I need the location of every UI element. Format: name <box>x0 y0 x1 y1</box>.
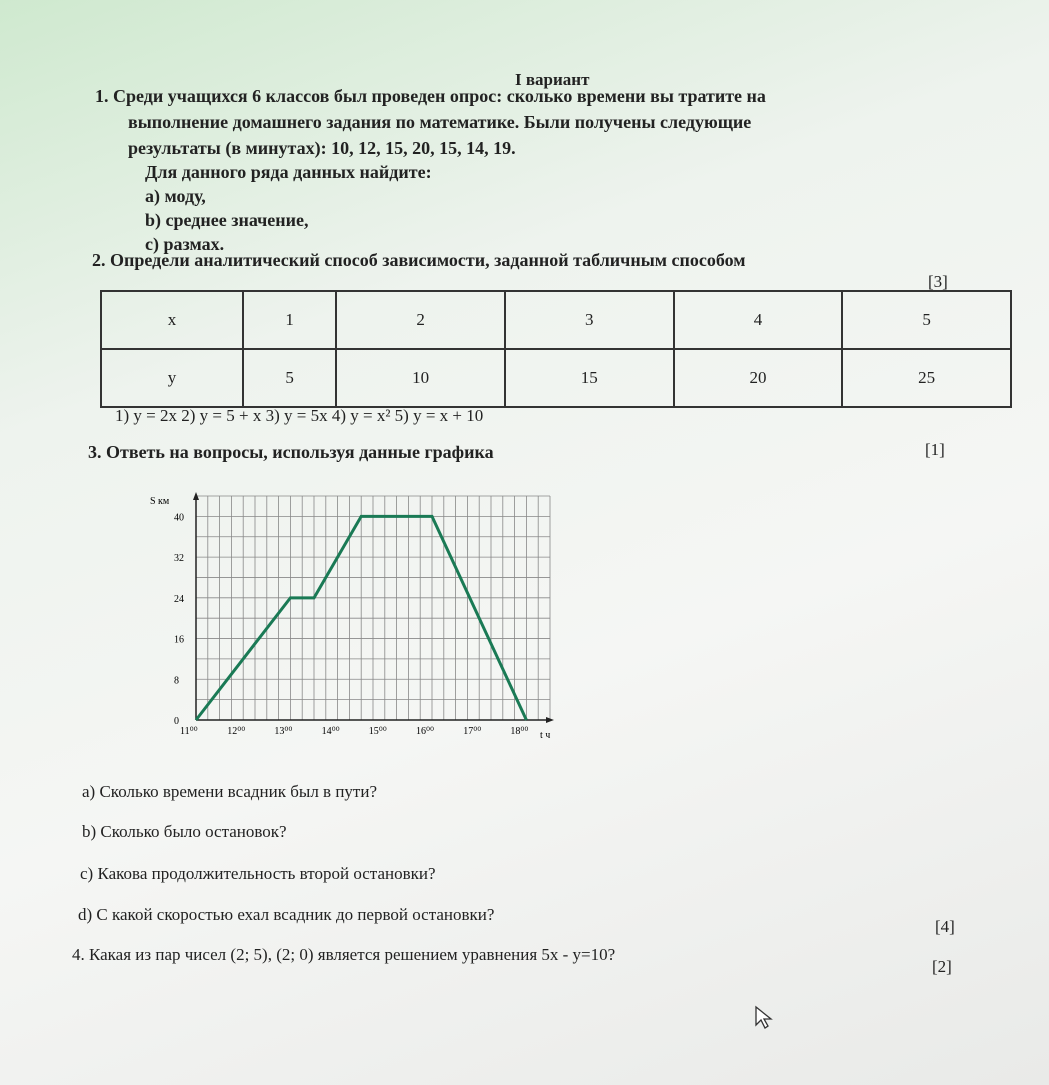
y-tick-label: 24 <box>174 593 184 605</box>
graph-grid <box>196 496 550 720</box>
y-tick-label: 16 <box>174 634 184 646</box>
q3-text: 3. Ответь на вопросы, используя данные графика <box>88 442 494 462</box>
table-cell: 1 <box>243 291 336 349</box>
x-tick-label: 15⁰⁰ <box>368 726 387 737</box>
table-cell: 10 <box>336 349 505 407</box>
distance-time-graph <box>150 488 570 748</box>
q1-line2: выполнение домашнего задания по математике. Были получены следующие <box>128 112 752 132</box>
q1-item-a: а) моду, <box>145 186 206 206</box>
q2-options: 1) y = 2x 2) y = 5 + x 3) y = 5x 4) y = x² 5) y = x + 10 <box>115 406 484 425</box>
table-row <box>101 291 1011 349</box>
q1-item-c: c) размах. <box>145 234 225 254</box>
q3-item-b: b) Сколько было остановок? <box>82 822 287 841</box>
q3-item-c: c) Какова продолжительность второй остановки? <box>80 864 436 883</box>
x-tick-label: 16⁰⁰ <box>416 726 435 737</box>
table-cell: 25 <box>842 349 1011 407</box>
y-tick-label: 0 <box>174 716 179 727</box>
q2-text: 2. Определи аналитический способ зависимости, заданной табличным способом <box>92 250 746 270</box>
x-tick-label: 12⁰⁰ <box>227 726 246 737</box>
q1-line3: результаты (в минутах): 10, 12, 15, 20, 15, 14, 19. <box>128 138 516 158</box>
q3-points: [4] <box>935 917 955 936</box>
x-tick-label: 14⁰⁰ <box>321 726 340 737</box>
table-cell: 20 <box>674 349 843 407</box>
variant-title: I вариант <box>515 70 590 89</box>
table-cell: 3 <box>505 291 674 349</box>
table-cell: y <box>101 349 243 407</box>
q1-line1: 1. Среди учащихся 6 классов был проведен опрос: сколько времени вы тратите на <box>95 86 766 106</box>
x-tick-label: 13⁰⁰ <box>274 726 293 737</box>
table-cell: 2 <box>336 291 505 349</box>
x-tick-label: 17⁰⁰ <box>463 726 482 737</box>
table-cell: 5 <box>842 291 1011 349</box>
q4-text: 4. Какая из пар чисел (2; 5), (2; 0) является решением уравнения 5x - y=10? <box>72 945 616 964</box>
q3-item-d: d) С какой скоростью ехал всадник до первой остановки? <box>78 905 495 924</box>
q2-points: [1] <box>925 440 945 459</box>
q3-item-a: a) Сколько времени всадник был в пути? <box>82 782 378 801</box>
table-cell: 4 <box>674 291 843 349</box>
table-cell: 5 <box>243 349 336 407</box>
value-table <box>100 290 1012 408</box>
q1-line4: Для данного ряда данных найдите: <box>145 162 432 182</box>
table-cell: 15 <box>505 349 674 407</box>
x-axis-label: t ч <box>540 730 551 741</box>
q1-points: [3] <box>928 272 948 291</box>
y-tick-labels <box>174 512 184 727</box>
mouse-pointer-icon <box>754 1005 774 1031</box>
x-tick-labels <box>180 726 528 737</box>
y-tick-label: 40 <box>174 512 184 524</box>
table-row <box>101 349 1011 407</box>
y-tick-label: 32 <box>174 553 184 565</box>
x-tick-label: 18⁰⁰ <box>510 726 529 737</box>
table-cell: x <box>101 291 243 349</box>
x-tick-label: 11⁰⁰ <box>180 726 198 737</box>
q4-points: [2] <box>932 957 952 976</box>
y-axis-label: S км <box>150 496 170 507</box>
y-tick-label: 8 <box>174 675 179 687</box>
q1-item-b: b) среднее значение, <box>145 210 309 230</box>
